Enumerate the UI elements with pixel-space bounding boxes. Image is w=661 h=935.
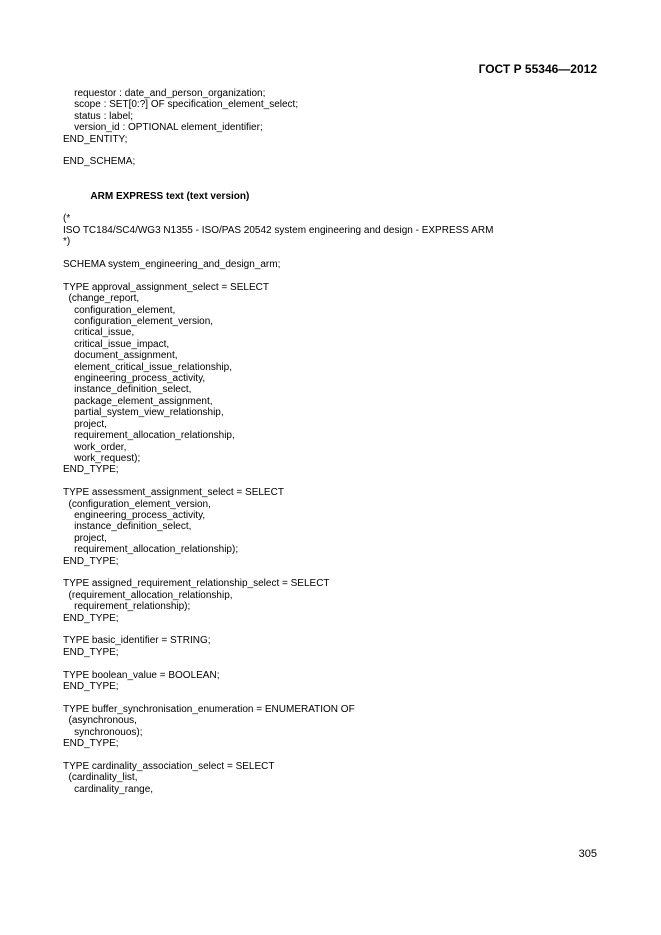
code-line: instance_definition_select,	[63, 384, 192, 396]
code-line: TYPE assessment_assignment_select = SELECT	[63, 487, 284, 499]
code-line	[63, 692, 603, 703]
code-line: TYPE basic_identifier = STRING;	[63, 635, 211, 647]
code-line: TYPE assigned_requirement_relationship_select = SELECT	[63, 578, 330, 590]
code-line	[63, 145, 603, 156]
code-line	[63, 658, 603, 669]
code-line: END_TYPE;	[63, 612, 119, 624]
code-line: (cardinality_list,	[63, 772, 138, 784]
code-line: document_assignment,	[63, 350, 178, 362]
code-line: TYPE boolean_value = BOOLEAN;	[63, 669, 220, 681]
code-line: requirement_relationship);	[63, 601, 191, 613]
code-line: END_TYPE;	[63, 680, 119, 692]
code-line: (configuration_element_version,	[63, 498, 211, 510]
code-line: *)	[63, 236, 71, 248]
code-line: SCHEMA system_engineering_and_design_arm;	[63, 259, 281, 271]
code-line: project,	[63, 532, 107, 544]
code-line: synchronouos);	[63, 726, 143, 738]
code-line: version_id : OPTIONAL element_identifier;	[63, 122, 263, 134]
code-line: (asynchronous,	[63, 715, 137, 727]
code-line: instance_definition_select,	[63, 521, 192, 533]
code-line: ISO TC184/SC4/WG3 N1355 - ISO/PAS 20542 system engineering and design - EXPRESS ARM	[63, 224, 494, 236]
code-line: END_ENTITY;	[63, 133, 128, 145]
code-line: engineering_process_activity,	[63, 509, 206, 521]
code-line: project,	[63, 418, 107, 430]
code-line: configuration_element,	[63, 304, 176, 316]
code-line: (change_report,	[63, 293, 140, 305]
code-line: TYPE buffer_synchronisation_enumeration = ENUMERATION OF	[63, 703, 355, 715]
code-line	[63, 270, 603, 281]
code-line	[63, 248, 603, 259]
code-line: (requirement_allocation_relationship,	[63, 589, 233, 601]
code-line: END_TYPE;	[63, 555, 119, 567]
code-line	[63, 567, 603, 578]
section-heading: ARM EXPRESS text (text version)	[63, 190, 250, 202]
code-line: partial_system_view_relationship,	[63, 407, 224, 419]
code-line: TYPE cardinality_association_select = SELECT	[63, 760, 275, 772]
code-line: configuration_element_version,	[63, 316, 214, 328]
code-line: requirement_allocation_relationship);	[63, 544, 239, 556]
code-line: work_request);	[63, 452, 141, 464]
code-line: package_element_assignment,	[63, 395, 213, 407]
code-line	[63, 179, 603, 190]
code-line: TYPE approval_assignment_select = SELECT	[63, 281, 269, 293]
code-line: element_critical_issue_relationship,	[63, 361, 232, 373]
code-line: status : label;	[63, 110, 134, 122]
document-standard-header: ГОСТ Р 55346—2012	[478, 62, 597, 76]
page-number: 305	[578, 848, 597, 860]
code-line: requirement_allocation_relationship,	[63, 430, 235, 442]
code-line: scope : SET[0:?] OF specification_element_select;	[63, 99, 299, 111]
code-line: END_TYPE;	[63, 737, 119, 749]
code-line: END_SCHEMA;	[63, 156, 136, 168]
code-line: engineering_process_activity,	[63, 373, 206, 385]
code-line: END_TYPE;	[63, 464, 119, 476]
code-line: (*	[63, 213, 71, 225]
code-line	[63, 168, 603, 179]
code-line: critical_issue,	[63, 327, 135, 339]
code-line: END_TYPE;	[63, 646, 119, 658]
code-line	[63, 202, 603, 213]
code-line	[63, 476, 603, 487]
code-line: cardinality_range,	[63, 783, 154, 795]
code-line: requestor : date_and_person_organization;	[63, 88, 266, 99]
code-line: critical_issue_impact,	[63, 338, 170, 350]
express-code-listing	[63, 88, 603, 795]
code-line: work_order,	[63, 441, 127, 453]
code-line	[63, 624, 603, 635]
code-line	[63, 749, 603, 760]
